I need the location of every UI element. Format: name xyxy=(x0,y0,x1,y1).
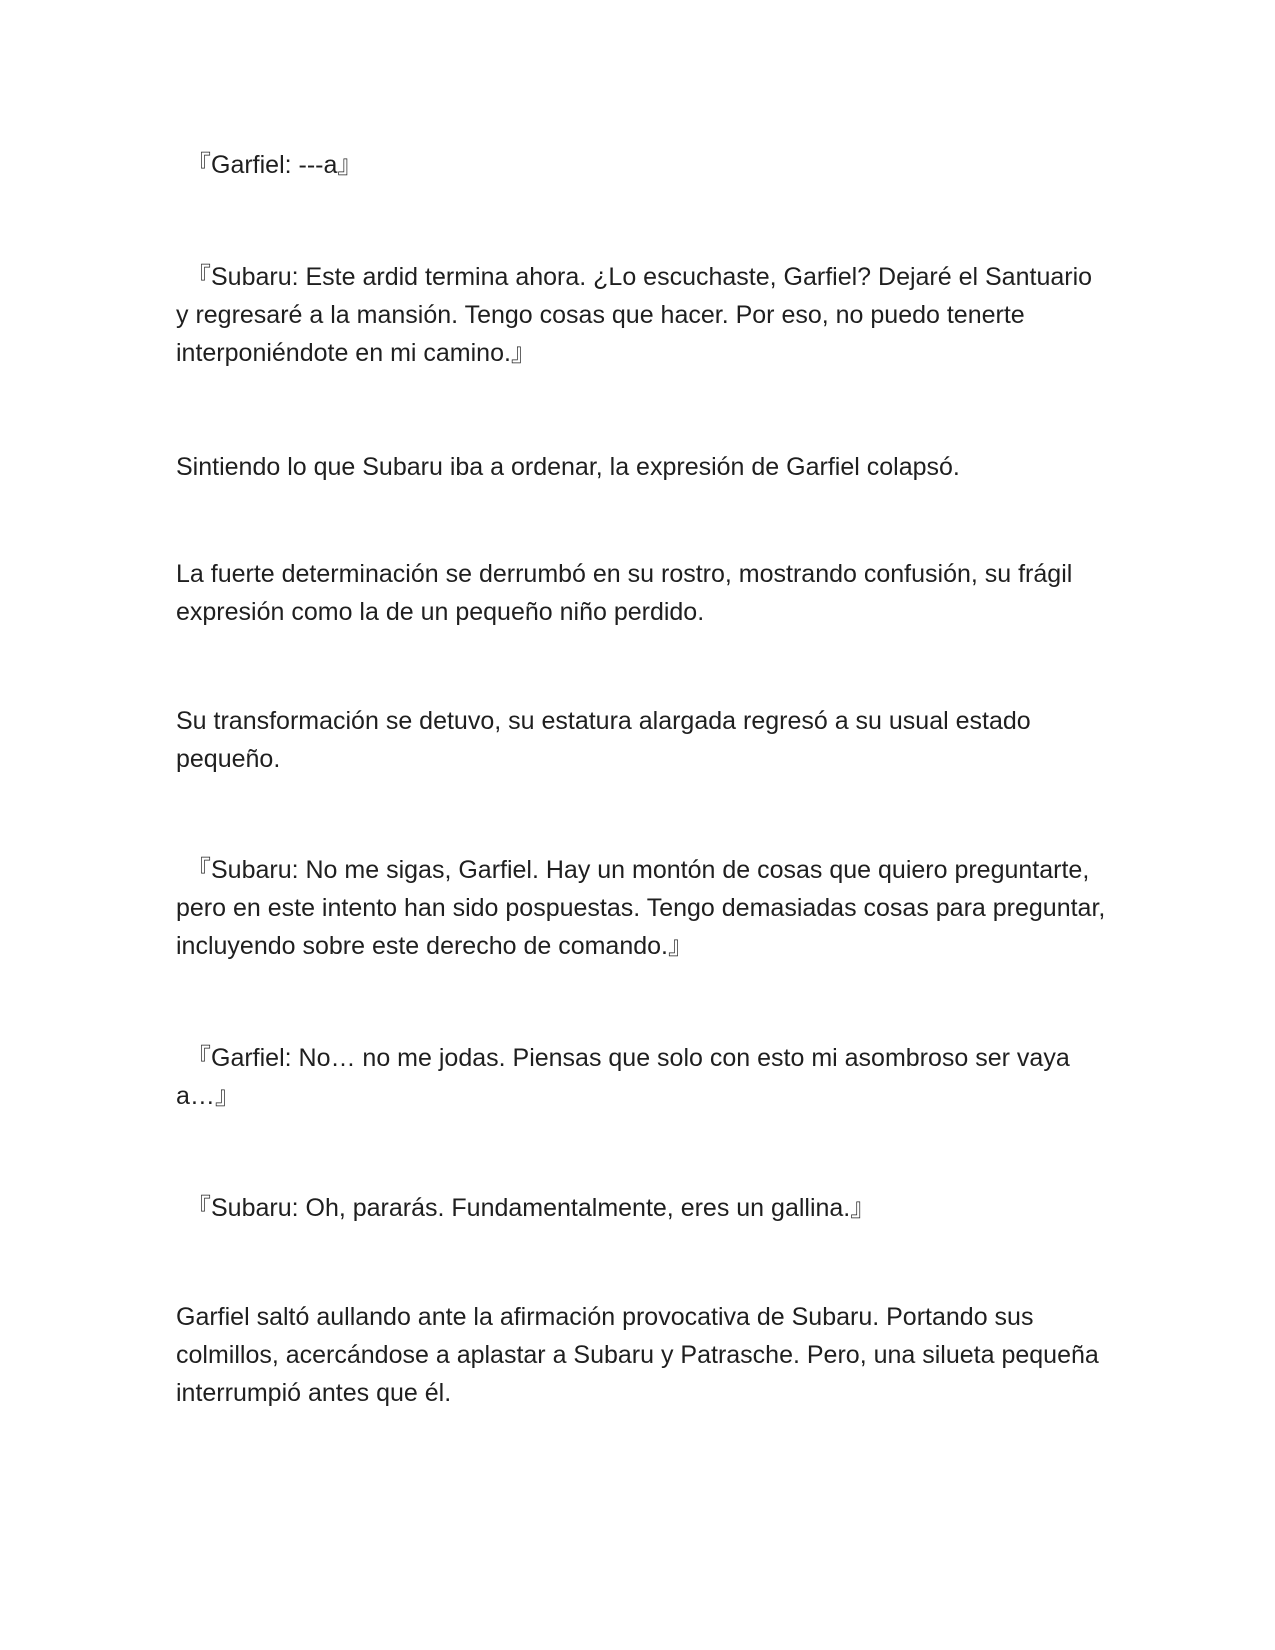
paragraph-3: Sintiendo lo que Subaru iba a ordenar, la expresión de Garfiel colapsó. xyxy=(176,453,960,481)
paragraph-9: Garfiel saltó aullando ante la afirmación provocativa de Subaru. Portando sus colmillos, acercándose a aplastar a Subaru y Patrasche. Pero, una silueta pequeña interrumpió antes que él. xyxy=(176,1303,1099,1407)
paragraph-7: 『Garfiel: No… no me jodas. Piensas que solo con esto mi asombroso ser vaya a…』 xyxy=(176,1044,1070,1110)
paragraph-2: 『Subaru: Este ardid termina ahora. ¿Lo escuchaste, Garfiel? Dejaré el Santuario y regresaré a la mansión. Tengo cosas que hacer. Por eso, no puedo tenerte interponiéndote en mi camino.』 xyxy=(176,263,1093,367)
paragraph-5: Su transformación se detuvo, su estatura alargada regresó a su usual estado pequeño. xyxy=(176,707,1031,773)
paragraph-4: La fuerte determinación se derrumbó en su rostro, mostrando confusión, su frágil expresión como la de un pequeño niño perdido. xyxy=(176,560,1073,626)
paragraph-6: 『Subaru: No me sigas, Garfiel. Hay un montón de cosas que quiero preguntarte, pero en este intento han sido pospuestas. Tengo demasiadas cosas para preguntar, incluyendo sobre este derecho de comando.』 xyxy=(176,856,1106,960)
paragraph-1: 『Garfiel: ---a』 xyxy=(186,151,363,179)
paragraph-8: 『Subaru: Oh, pararás. Fundamentalmente, eres un gallina.』 xyxy=(186,1194,876,1222)
